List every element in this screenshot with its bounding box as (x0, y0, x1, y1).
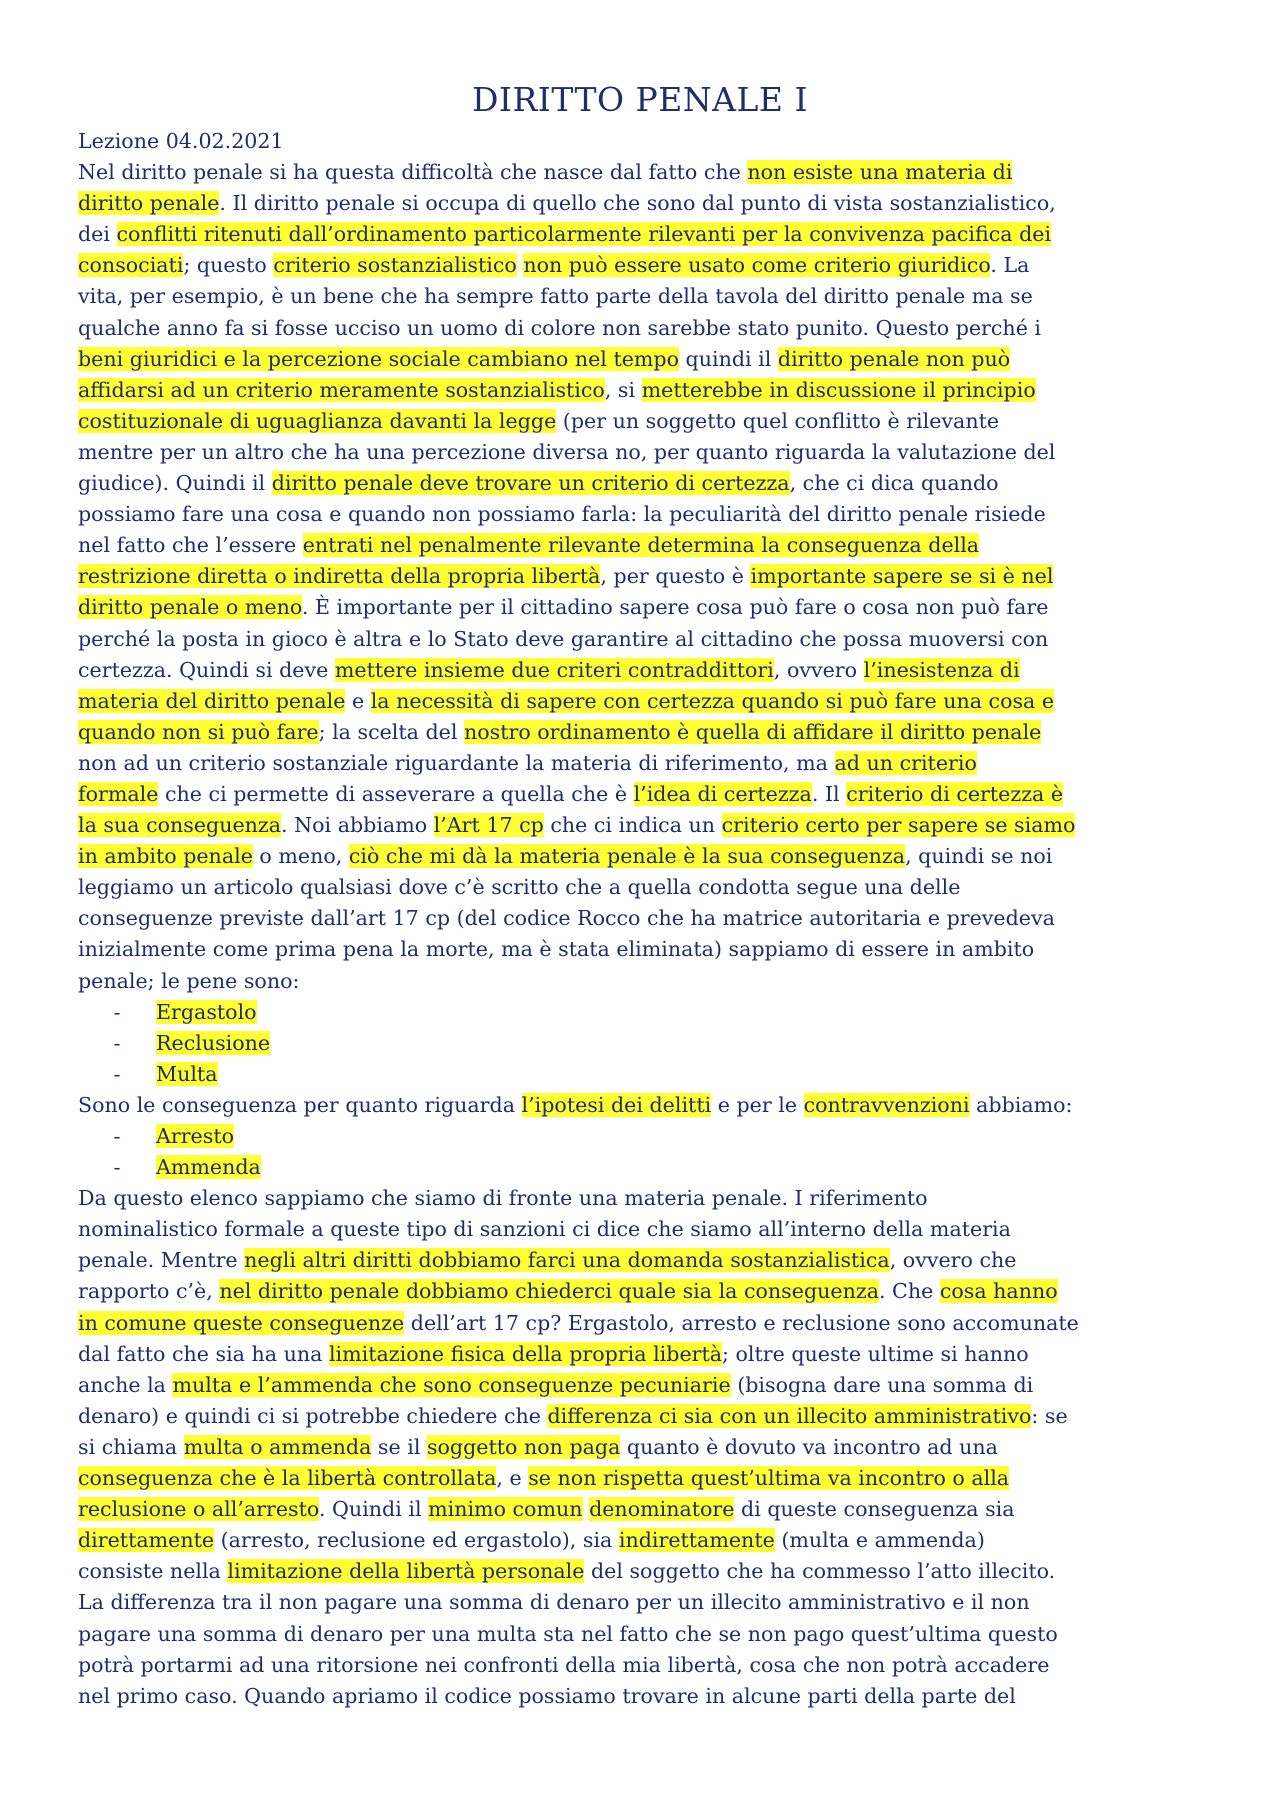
text-segment: penale. Mentre (78, 1248, 245, 1273)
text-segment: vita, per esempio, è un bene che ha sempre fatto parte della tavola del diritto penale ma se (78, 284, 1033, 309)
highlighted-text: metterebbe in discussione il principio (641, 377, 1036, 402)
text-segment: conseguenze previste dall’art 17 cp (del codice Rocco che ha matrice autoritaria e prevedeva (78, 906, 1055, 931)
text-line (78, 1494, 1218, 1525)
text-segment: , si (604, 377, 642, 402)
list-item (78, 1121, 1218, 1152)
highlighted-text: diritto penale o meno (78, 595, 302, 620)
highlighted-text: contravvenzioni (803, 1092, 970, 1117)
text-line (78, 281, 1218, 312)
text-segment: penale; le pene sono: (78, 968, 300, 993)
text-segment: e per le (711, 1092, 804, 1117)
text-segment: potrà portarmi ad una ritorsione nei confronti della mia libertà, cosa che non potrà accadere (78, 1652, 1050, 1677)
bullet-dash-icon: - (113, 1124, 121, 1148)
text-line (78, 1650, 1218, 1681)
list-item (78, 1028, 1218, 1059)
text-line (78, 1308, 1218, 1339)
text-segment: perché la posta in gioco è altra e lo Stato deve garantire al cittadino che possa muoversi con (78, 626, 1049, 651)
text-line (78, 313, 1218, 344)
highlighted-text: criterio sostanzialistico (273, 253, 517, 278)
text-segment: . Il diritto penale si occupa di quello che sono dal punto di vista sostanzialistico, (219, 191, 1056, 216)
paragraph-contravvenzioni (78, 1090, 1218, 1121)
list-item-label: Arresto (156, 1124, 234, 1148)
highlighted-text: negli altri diritti dobbiamo farci una domanda sostanzialistica (244, 1248, 890, 1273)
text-segment: pagare una somma di denaro per una multa sta nel fatto che se non pago quest’ultima questo (78, 1621, 1058, 1646)
text-line (78, 406, 1218, 437)
highlighted-text: l’idea di certezza (633, 781, 812, 806)
highlighted-text: formale (78, 781, 159, 806)
text-line (78, 1183, 1218, 1214)
list-item-label: Ergastolo (156, 999, 257, 1024)
highlighted-text: denominatore (589, 1497, 735, 1522)
text-segment: . È importante per il cittadino sapere cosa può fare o cosa non può fare (301, 595, 1049, 620)
highlighted-text: diritto penale (78, 191, 220, 216)
text-segment: Nel diritto penale si ha questa difficoltà che nasce dal fatto che (78, 160, 748, 185)
highlighted-text: la necessità di sapere con certezza quando si può fare una cosa e (370, 688, 1055, 713)
text-line (78, 903, 1218, 934)
text-segment: sono accomunate (890, 1310, 1079, 1335)
text-segment: anche la (78, 1372, 173, 1397)
text-segment: qualche anno fa si fosse ucciso un uomo di colore non sarebbe stato punito. Questo perché i (78, 315, 1042, 340)
text-segment: che ci indica un (543, 813, 722, 838)
text-line (78, 250, 1218, 281)
text-segment: , per questo è (600, 564, 751, 589)
text-segment: Sono le conseguenza per quanto riguarda (78, 1092, 522, 1117)
text-segment: . Il (811, 781, 847, 806)
text-line (78, 810, 1218, 841)
text-segment: denaro) e quindi ci si potrebbe chiedere che (78, 1403, 548, 1428)
text-segment: dell’art 17 cp? Ergastolo, arresto e reclusione (404, 1310, 891, 1335)
document-body (78, 126, 1218, 1712)
text-line (78, 717, 1218, 748)
highlighted-text: limitazione fisica della propria libertà (328, 1341, 723, 1366)
list-item (78, 1059, 1218, 1090)
highlighted-text: cosa hanno (939, 1279, 1058, 1304)
text-segment: ; questo (183, 253, 274, 278)
highlighted-text: in comune queste conseguenze (78, 1310, 405, 1335)
highlighted-text: l’ipotesi dei delitti (521, 1092, 712, 1117)
highlighted-text: quando non si può fare (78, 719, 319, 744)
text-line (78, 344, 1218, 375)
highlighted-text: mettere insieme due criteri contraddittori (334, 657, 774, 682)
text-line (78, 126, 1218, 157)
text-line (78, 748, 1218, 779)
highlighted-text: in ambito penale (78, 844, 253, 869)
highlighted-text: minimo comun (428, 1497, 583, 1522)
highlighted-text: ciò che mi dà la materia penale è la sua conseguenza (348, 844, 906, 869)
text-segment: e (345, 688, 371, 713)
text-line (78, 934, 1218, 965)
text-segment: Da questo elenco sappiamo che siamo di fronte una materia penale. I riferimento (78, 1186, 928, 1211)
document-title: DIRITTO PENALE I (471, 80, 809, 119)
text-segment: : se (1031, 1403, 1068, 1428)
text-segment: giudice). Quindi il (78, 471, 272, 496)
highlighted-text: diritto penale deve trovare un criterio di certezza (271, 471, 790, 496)
text-line (78, 1619, 1218, 1650)
text-segment: ; la scelta del (318, 719, 464, 744)
text-line (78, 468, 1218, 499)
text-line (78, 1681, 1218, 1712)
highlighted-text: multa e l’ammenda che sono conseguenze pecuniarie (172, 1372, 731, 1397)
highlighted-text: non può essere usato come criterio giuridico (523, 253, 991, 278)
text-line (78, 779, 1218, 810)
text-line (78, 219, 1218, 250)
text-segment: non ad un criterio sostanziale riguardante la materia di riferimento, ma (78, 750, 835, 775)
text-segment: leggiamo un articolo qualsiasi dove c’è scritto che a quella condotta segue una delle (78, 875, 961, 900)
text-line (78, 1276, 1218, 1307)
highlighted-text: differenza ci sia con un illecito amministrativo (547, 1403, 1032, 1428)
text-line (78, 1090, 1218, 1121)
highlighted-text: costituzionale di uguaglianza davanti la legge (78, 408, 557, 433)
text-segment: dal fatto che sia ha una (78, 1341, 329, 1366)
text-line (78, 499, 1218, 530)
text-line (78, 1339, 1218, 1370)
text-segment: , ovvero che (889, 1248, 1017, 1273)
bullet-dash-icon: - (113, 999, 121, 1024)
highlighted-text: materia del diritto penale (78, 688, 346, 713)
highlighted-text: ad un criterio (834, 750, 977, 775)
text-segment: inizialmente come prima pena la morte, ma è stata eliminata) sappiamo di essere in ambito (78, 937, 1035, 962)
highlighted-text: affidarsi ad un criterio meramente sostanzialistico (78, 377, 605, 402)
highlighted-text: criterio di certezza è (846, 781, 1064, 806)
paragraph-intro (78, 126, 1218, 997)
text-segment: consiste nella (78, 1559, 228, 1584)
highlighted-text: criterio certo per sapere se siamo (721, 813, 1076, 838)
text-segment: mentre per un altro che ha una percezione diversa no, per quanto riguarda la valutazione del (78, 439, 1056, 464)
text-line (78, 686, 1218, 717)
text-line (78, 1401, 1218, 1432)
highlighted-text: l’inesistenza di (863, 657, 1020, 682)
text-line (78, 1463, 1218, 1494)
text-segment: . Quindi il (318, 1497, 429, 1522)
highlighted-text: multa o ammenda (183, 1434, 372, 1459)
text-segment: . La (990, 253, 1030, 278)
text-segment: (arresto, reclusione ed ergastolo), sia (214, 1528, 619, 1553)
text-segment: che ci permette di asseverare a quella che è (158, 781, 634, 806)
text-segment: . Noi abbiamo (281, 813, 434, 838)
text-segment: quanto è dovuto va incontro ad una (620, 1434, 998, 1459)
text-line (78, 1525, 1218, 1556)
text-line (78, 157, 1218, 188)
list-item-label: Ammenda (156, 1155, 261, 1180)
highlighted-text: soggetto non paga (426, 1434, 621, 1459)
text-segment: del soggetto che ha commesso l’atto illecito. (584, 1559, 1056, 1584)
list-item (78, 1152, 1218, 1183)
list-item-label: Multa (156, 1061, 218, 1086)
text-line (78, 624, 1218, 655)
text-line (78, 375, 1218, 406)
highlighted-text: direttamente (78, 1528, 215, 1553)
text-line (78, 592, 1218, 623)
text-line (78, 841, 1218, 872)
list-item (78, 997, 1218, 1028)
text-line (78, 1370, 1218, 1401)
highlighted-text: se non rispetta quest’ultima va incontro o alla (528, 1466, 1010, 1491)
text-segment: nel fatto che l’essere (78, 533, 303, 558)
highlighted-text: conflitti ritenuti dall’ordinamento particolarmente rilevanti per la convivenza pacifica dei (116, 222, 1052, 247)
text-line (78, 188, 1218, 219)
highlighted-text: non esiste una materia di (747, 160, 1013, 185)
text-segment: , che ci dica quando (789, 471, 999, 496)
paragraph-conseguenze (78, 1183, 1218, 1712)
text-line (78, 530, 1218, 561)
text-line (78, 872, 1218, 903)
text-segment: , e (496, 1466, 529, 1491)
list-item-label: Reclusione (156, 1030, 271, 1055)
text-segment: dei (78, 222, 117, 247)
text-segment: possiamo fare una cosa e quando non possiamo farla: la peculiarità del diritto penale risiede (78, 502, 1046, 527)
text-segment: quindi il (679, 346, 778, 371)
text-segment: certezza. Quindi si deve (78, 657, 335, 682)
highlighted-text: l’Art 17 cp (433, 813, 544, 838)
highlighted-text: nostro ordinamento è quella di affidare il diritto penale (463, 719, 1042, 744)
highlighted-text: consociati (78, 253, 184, 278)
text-segment: (multa e ammenda) (774, 1528, 985, 1553)
text-segment: , ovvero (773, 657, 864, 682)
bullet-dash-icon: - (113, 1030, 121, 1055)
highlighted-text: entrati nel penalmente rilevante determina la conseguenza della (302, 533, 980, 558)
highlighted-text: restrizione diretta o indiretta della propria libertà (78, 564, 601, 589)
text-segment: ; oltre queste ultime si hanno (722, 1341, 1029, 1366)
text-segment: , quindi se noi (905, 844, 1053, 869)
penalties-list-contravvenzioni (78, 1121, 1218, 1183)
highlighted-text: diritto penale non può (777, 346, 1011, 371)
text-segment: . Che (878, 1279, 940, 1304)
text-segment: nel primo caso. Quando apriamo il codice possiamo trovare in alcune parti della parte del (78, 1683, 1016, 1708)
text-segment: La differenza tra il non pagare una somma di denaro per un illecito amministrativo e il non (78, 1590, 1030, 1615)
highlighted-text: importante sapere se si è nel (750, 564, 1054, 589)
highlighted-text: la sua conseguenza (78, 813, 282, 838)
bullet-dash-icon: - (113, 1155, 121, 1180)
highlighted-text: indirettamente (618, 1528, 775, 1553)
text-line (78, 561, 1218, 592)
highlighted-text: beni giuridici e la percezione sociale cambiano nel tempo (78, 346, 680, 371)
text-segment: se il (371, 1434, 427, 1459)
highlighted-text: limitazione della libertà personale (227, 1559, 585, 1584)
text-segment: abbiamo: (969, 1092, 1073, 1117)
text-line (78, 655, 1218, 686)
text-segment: rapporto c’è, (78, 1279, 220, 1304)
highlighted-text: conseguenza che è la libertà controllata (78, 1466, 497, 1491)
text-segment: si chiama (78, 1434, 184, 1459)
text-line (78, 966, 1218, 997)
text-line (78, 1432, 1218, 1463)
highlighted-text: nel diritto penale dobbiamo chiederci quale sia la conseguenza (219, 1279, 879, 1304)
text-line (78, 1214, 1218, 1245)
text-segment: di queste conseguenza sia (734, 1497, 1015, 1522)
text-segment: (per un soggetto quel conflitto è rilevante (556, 408, 1000, 433)
text-line (78, 437, 1218, 468)
text-segment: (bisogna dare una somma di (730, 1372, 1034, 1397)
text-line (78, 1587, 1218, 1618)
highlighted-text: reclusione o all’arresto (78, 1497, 319, 1522)
text-segment: nominalistico formale a queste tipo di sanzioni ci dice che siamo all’interno della materia (78, 1217, 1011, 1242)
text-line (78, 1245, 1218, 1276)
bullet-dash-icon: - (113, 1061, 121, 1086)
penalties-list-delitti (78, 997, 1218, 1090)
text-segment: Lezione 04.02.2021 (78, 129, 284, 153)
text-line (78, 1556, 1218, 1587)
text-segment: o meno, (252, 844, 349, 869)
